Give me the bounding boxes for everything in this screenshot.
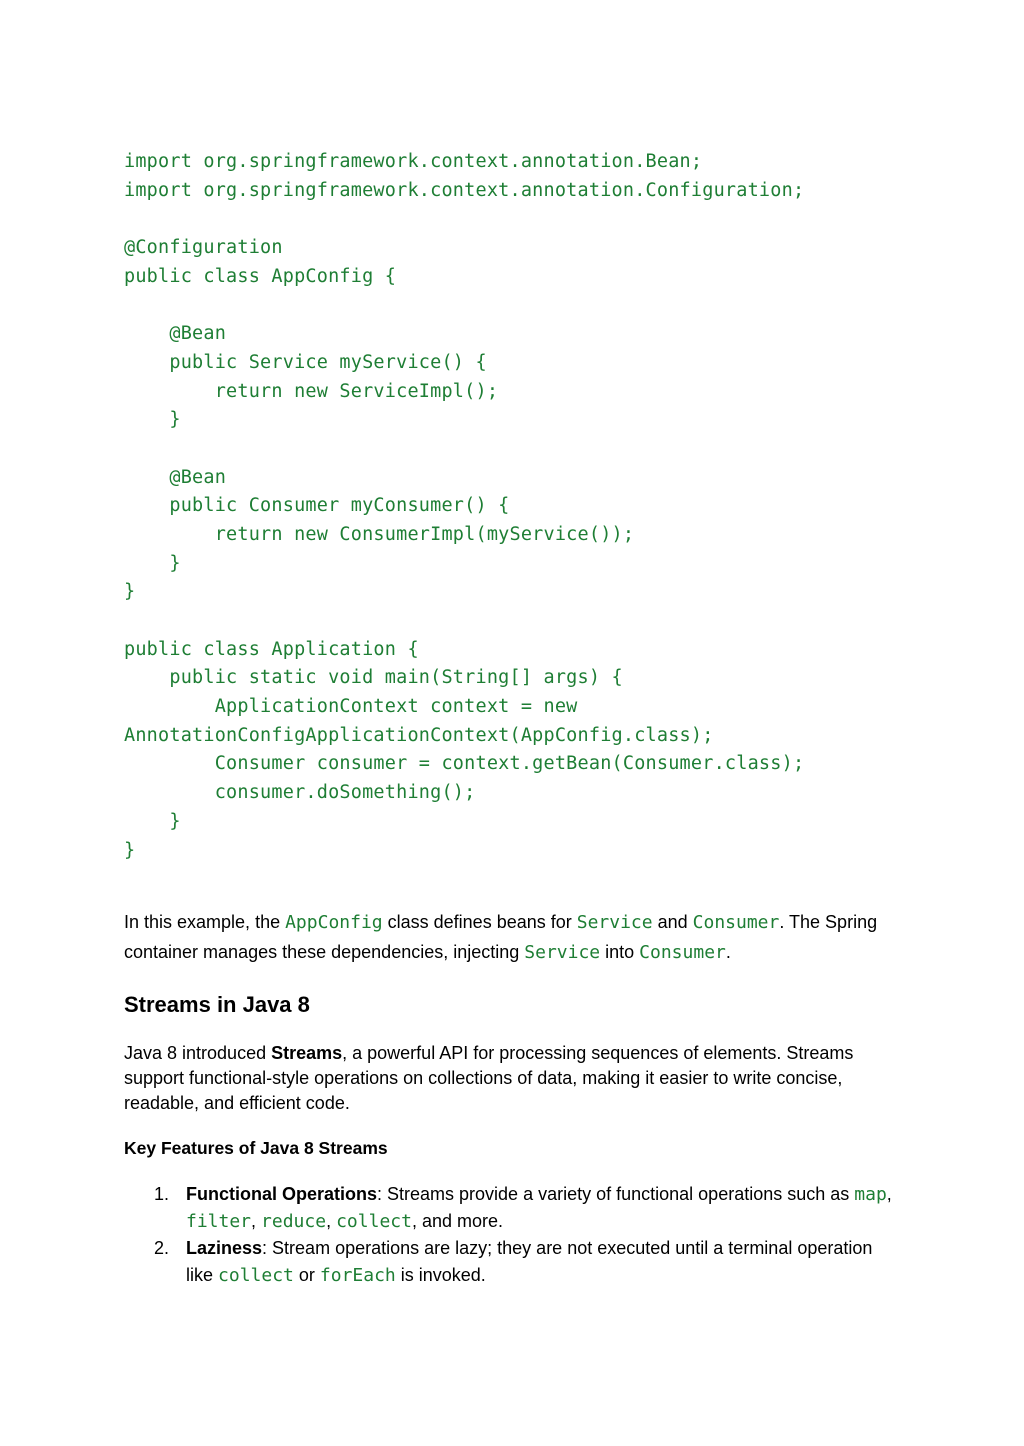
list-item xyxy=(124,1181,904,1235)
inline-code: collect xyxy=(218,1265,294,1286)
code-line xyxy=(124,607,924,636)
code-line: import org.springframework.context.annotation.Bean; xyxy=(124,151,703,172)
code-line: public class AppConfig { xyxy=(124,265,397,287)
inline-code: Service xyxy=(576,912,653,933)
text-run: into xyxy=(600,941,640,962)
inline-code: map xyxy=(854,1184,887,1205)
inline-code: collect xyxy=(336,1211,412,1232)
inline-code: Consumer xyxy=(692,912,780,933)
code-line xyxy=(124,435,924,464)
text-run: class defines beans for xyxy=(382,912,577,932)
inline-code: Service xyxy=(524,941,601,963)
feature-title: Laziness xyxy=(186,1238,263,1258)
intro-paragraph xyxy=(124,1041,904,1116)
inline-code: Consumer xyxy=(639,941,726,963)
inline-code: forEach xyxy=(319,1265,396,1286)
code-line: @Bean xyxy=(124,323,227,345)
code-line: } xyxy=(124,839,136,861)
code-line: @Bean xyxy=(124,466,227,488)
text-run: . The Spring container manages these dependencies, injecting xyxy=(124,912,878,962)
text-run: Java 8 introduced xyxy=(124,1043,272,1063)
code-line: public static void main(String[] args) { xyxy=(124,667,623,689)
code-line xyxy=(124,291,924,320)
code-line: AnnotationConfigApplicationContext(AppConfig.class); xyxy=(124,724,714,746)
inline-code: reduce xyxy=(261,1211,327,1232)
text-run: , xyxy=(251,1211,262,1231)
code-line: } xyxy=(124,409,181,431)
code-line: } xyxy=(124,810,181,832)
code-line: public Service myService() { xyxy=(124,351,487,373)
inline-code: filter xyxy=(186,1211,252,1232)
text-run: and xyxy=(652,912,693,932)
text-run: : Stream operations are lazy; they are not executed until a terminal operation like xyxy=(186,1238,873,1285)
code-line: public class Application { xyxy=(124,638,419,660)
code-line xyxy=(124,205,924,234)
code-line: } xyxy=(124,552,181,574)
code-line: @Configuration xyxy=(124,237,283,259)
code-line: consumer.doSomething(); xyxy=(124,782,476,804)
code-line: public Consumer myConsumer() { xyxy=(124,495,510,517)
text-run: In this example, the xyxy=(124,912,286,932)
list-item xyxy=(124,1235,904,1289)
text-run: : Streams provide a variety of functional operations such as xyxy=(377,1184,855,1204)
bold-term: Streams xyxy=(271,1043,343,1063)
explanation-paragraph xyxy=(124,908,904,967)
text-run: . xyxy=(725,941,731,962)
text-run: , xyxy=(886,1184,892,1204)
inline-code: AppConfig xyxy=(285,912,383,933)
text-run: , a powerful API for processing sequences of elements. Streams support functional-style operations on collections of data, making it easier to write concise, readable, and efficient code. xyxy=(124,1043,854,1113)
code-line: import org.springframework.context.annotation.Configuration; xyxy=(124,179,805,201)
code-line: return new ServiceImpl(); xyxy=(124,380,499,402)
feature-list xyxy=(124,1181,904,1289)
code-block xyxy=(124,148,924,865)
subheading: Key Features of Java 8 Streams xyxy=(124,1138,388,1158)
text-run: , xyxy=(326,1211,337,1231)
text-run: , and more. xyxy=(411,1211,503,1231)
list-number: 2. xyxy=(154,1238,170,1258)
code-line: ApplicationContext context = new xyxy=(124,696,578,718)
text-run: is invoked. xyxy=(395,1265,486,1285)
code-line: } xyxy=(124,581,136,603)
text-run: or xyxy=(293,1265,320,1285)
feature-title: Functional Operations xyxy=(186,1184,378,1204)
code-line: Consumer consumer = context.getBean(Consumer.class); xyxy=(124,753,805,775)
list-number: 1. xyxy=(154,1184,170,1204)
code-line: return new ConsumerImpl(myService()); xyxy=(124,523,635,545)
section-heading: Streams in Java 8 xyxy=(124,992,310,1017)
